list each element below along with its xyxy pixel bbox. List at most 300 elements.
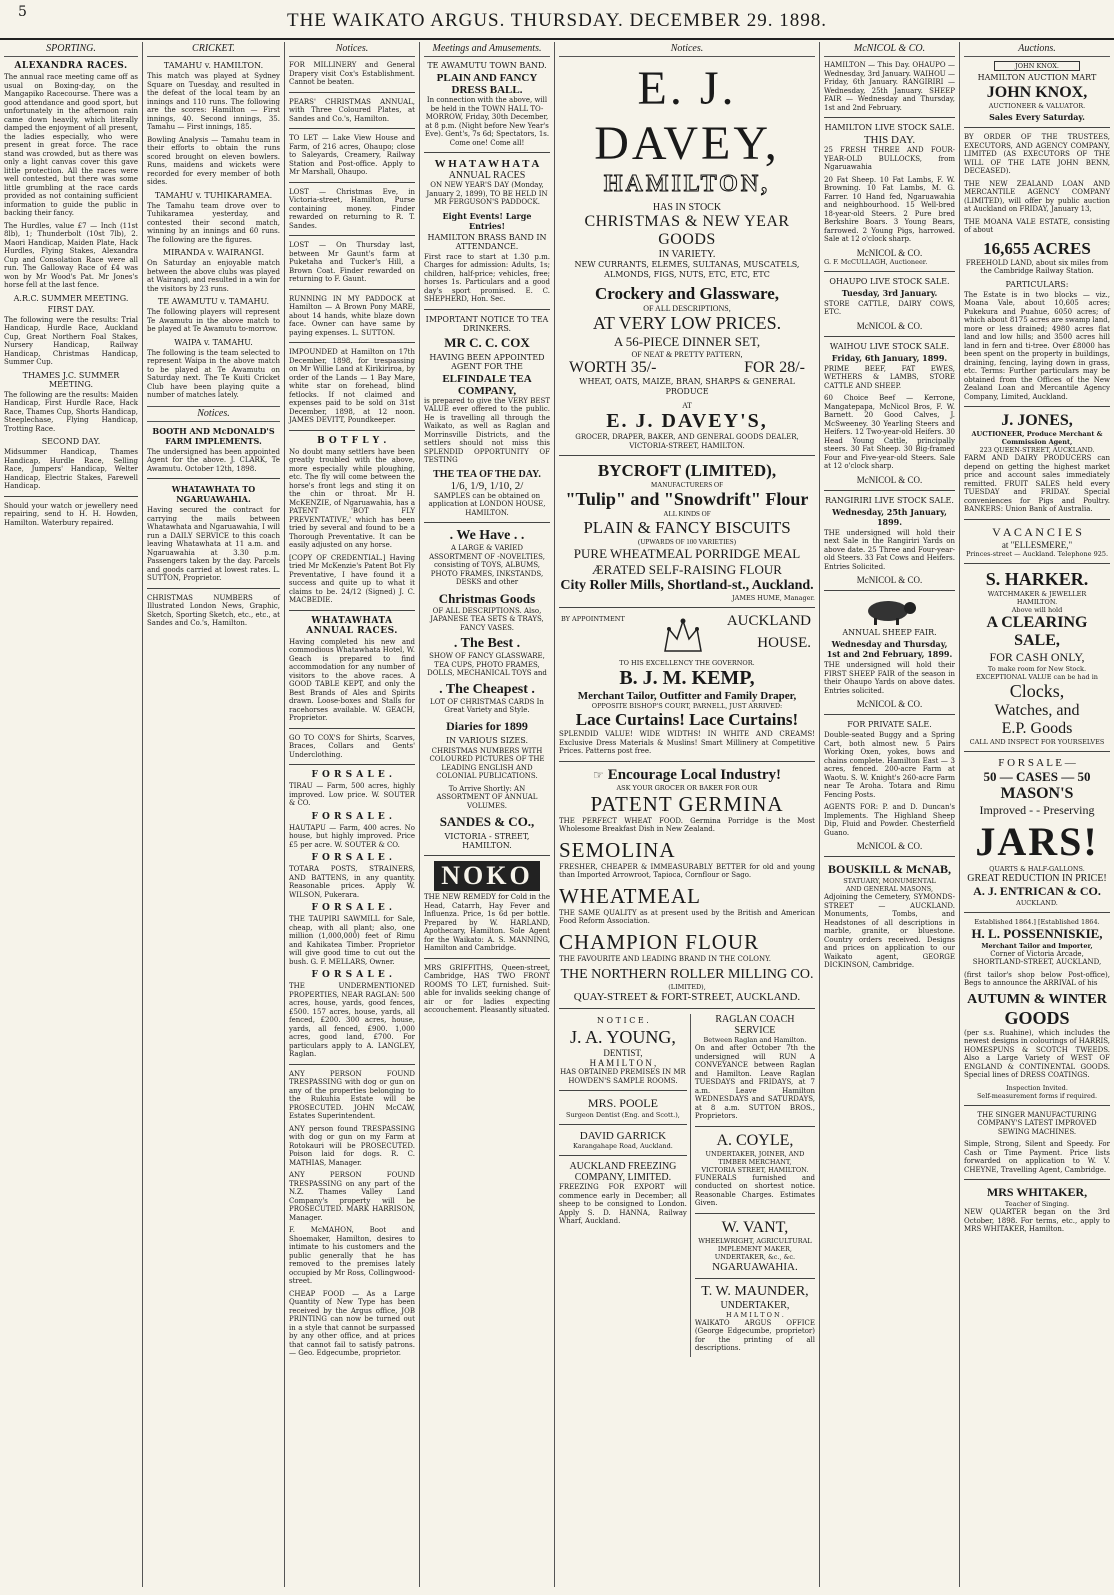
ad-body: WATCHMAKER & JEWELLER xyxy=(987,589,1087,598)
ad-body: CHRISTMAS NUMBERS of Illustrated London News, Graphic, Sketch, Sporting Sketch, etc., etc., at Sandes and Co.'s, Hamilton. xyxy=(147,593,280,627)
article-body: The following were the results: Trial Handicap, Hurdle Race, Auckland Cup, Great Northern Foal Stakes, Nursery Handicap, Railway Handicap, Christmas Handicap, Summer Cup. xyxy=(4,315,138,366)
divider xyxy=(289,289,415,290)
ad-body: H A M I L T O N , xyxy=(589,1058,657,1068)
auctioneer-name: McNICOL & CO. xyxy=(856,474,923,485)
ad-title: PLAIN AND FANCY DRESS BALL. xyxy=(436,72,538,96)
ad-body: AUCTIONEER, Produce Merchant & Commission Agent, xyxy=(971,430,1103,446)
article-body: The following are the results: Maiden Handicap, First Hurdle Race, Hack Race, Thames Cup, Shorts Handicap, Steeplechase, Flying Handicap, Trotting Race. xyxy=(4,390,138,433)
ad-body: THE NEW ZEALAND LOAN AND MERCANTILE AGENCY COMPANY (LIMITED), will offer by public auction at Auckland on FRIDAY, January 13, xyxy=(964,179,1110,213)
ad-body: To make room for New Stock. xyxy=(987,664,1087,673)
ad-name: E. J. DAVEY'S, xyxy=(606,410,768,432)
ad-body: HAS IN STOCK xyxy=(652,202,722,213)
ad-name: BYCROFT (LIMITED), xyxy=(597,461,777,480)
column-notices xyxy=(285,42,420,1587)
article-body: On Saturday an enjoyable match between the above clubs was played at Wairangi, and resulted in a win for the visitors by 23 runs. xyxy=(147,259,280,293)
ad-body: WHEAT, OATS, MAIZE, BRAN, SHARPS & GENERAL PRODUCE xyxy=(579,377,795,396)
ad-title: WHATAWHATA TO NGARUAWAHIA. xyxy=(171,484,256,504)
ad-title: . We Have . . xyxy=(449,528,525,543)
bottom-ads-left xyxy=(559,1014,691,1357)
bottom-ads xyxy=(559,1014,815,1357)
sale-schedule: HAMILTON — This Day. OHAUPO — Wednesday, 3rd January. WAIHOU — Friday, 6th January. RANGIRIRI — Wednesday, 25th January. SHEEP FAIR — Wednesday and Thursday, 1st and 2nd February. xyxy=(824,61,955,112)
ad-name: A. COYLE, xyxy=(716,1131,794,1149)
divider xyxy=(424,958,550,959)
divider xyxy=(964,1105,1110,1106)
auctioneer: G. F. McCULLAGH, Auctioneer. xyxy=(824,257,928,266)
ad-body: SPLENDID VALUE! WIDE WIDTHS! IN WHITE AND CREAMS! Exclusive Dress Materials & Muslins! Smart Millinery at Competitive Prices. Patterns post free. xyxy=(559,730,815,755)
divider xyxy=(289,342,415,343)
notice-body: ANY PERSON FOUND TRESPASSING on any part of the N.Z. Thames Valley Land Company's property will be PROSECUTED. MARK HARRISON, Manager. xyxy=(289,1171,415,1222)
sale-date: THIS DAY. xyxy=(863,134,916,146)
ad-address: Princes-street — Auckland. Telephone 925. xyxy=(965,549,1109,558)
ad-body: MANUFACTURERS OF xyxy=(650,481,724,489)
sheep-icon xyxy=(860,596,920,626)
notice-body: ANY person found TRESPASSING with dog or gun on my Farm at Rotokauri will be PROSECUTED. Poison laid for dogs. R. C. MATHIAS, Manager. xyxy=(289,1124,415,1167)
article-body: The Tamahu team drove over to Tuhikaramea yesterday, and contested their second match, winning by an innings and 60 runs. The following are the figures. xyxy=(147,201,280,244)
ad-body: HAS OBTAINED PREMISES IN MR HOWDEN'S SAMPLE ROOMS. xyxy=(560,1068,686,1085)
divider xyxy=(289,128,415,129)
ad-name: J. A. YOUNG, xyxy=(570,1027,676,1047)
ad-title: W H A T A W H A T A xyxy=(434,158,540,170)
ad-body: THE UNDERMENTIONED PROPERTIES, NEAR RAGLAN: 500 acres, house, yards, good fences, £500. 157 acres, house, yards, all fenced, £200. 300 acres, house, yards, all fenced, £900. 1,000 acres, good land, £700. For particulars apply to A. LANGLEY, Raglan. xyxy=(289,982,415,1058)
sale-title: OHAUPO LIVE STOCK SALE. xyxy=(829,276,950,286)
ad-body: SHOW OF FANCY GLASSWARE, TEA CUPS, PHOTO FRAMES, DOLLS, MECHANICAL TOYS and xyxy=(427,652,547,677)
ad-name: B. J. M. KEMP, xyxy=(619,667,755,689)
ad-title: Encourage Local Industry! xyxy=(607,766,782,783)
ad-title: F O R S A L E . xyxy=(311,903,393,913)
ad-body: (UPWARDS OF 100 VARIETIES) xyxy=(638,538,736,546)
sub-heading: SECOND DAY. xyxy=(41,437,101,446)
ad-highlight: GREAT REDUCTION IN PRICE! xyxy=(967,872,1107,884)
ad-body: HAVING BEEN APPOINTED AGENT FOR THE xyxy=(429,352,545,371)
notice-body: F. McMAHON, Boot and Shoemaker, Hamilton, desires to intimate to his customers and the public generally that he has removed to the premises lately occupied by Mr Ross, Collingwood-street. xyxy=(289,1226,415,1285)
divider xyxy=(824,490,955,491)
kemp-header xyxy=(559,613,815,659)
ad-name: JOHN KNOX, xyxy=(986,84,1088,101)
notice-body: CHEAP FOOD — As a Large Quantity of New Type has been received by the Argus office, JOB PRINTING can now be turned out in a style that cannot be surpassed by any other office, and at prices that cannot fail to satisfy patrons. — Geo. Edgecumbe, proprietor. xyxy=(289,1289,415,1357)
ad-body: The undersigned has been appointed Agent for the above. J. CLARK, Te Awamutu. October 12th, 1898. xyxy=(147,447,280,473)
ad-body: FRESHER, CHEAPER & IMMEASURABLY BETTER for old and young than Imported Arrowroot, Tapioca, Cornflour or Sago. xyxy=(559,862,815,879)
ad-address: City Roller Mills, Shortland-st., Auckland. xyxy=(560,578,814,593)
divider xyxy=(289,764,415,765)
ad-title: IMPORTANT NOTICE TO TEA DRINKERS. xyxy=(425,314,549,333)
ad-name: MRS. POOLE xyxy=(587,1096,658,1110)
sale-title: FOR PRIVATE SALE. xyxy=(847,720,932,729)
divider xyxy=(289,610,415,611)
notice-body: PEARS' CHRISTMAS ANNUAL, with Three Coloured Plates, at Sandes and Co.'s, Hamilton. xyxy=(289,97,415,123)
product-name: WHEATMEAL xyxy=(559,883,701,908)
ad-body: LOT OF CHRISTMAS CARDS In Great Variety and Style. xyxy=(430,697,544,714)
ad-body: (LIMITED), xyxy=(668,983,706,991)
notice-body: ANY PERSON FOUND TRESPASSING with dog or gun on any of the properties belonging to the Rukuhia Estate will be PROSECUTED. JOHN McCAW, Estates Superintendent. xyxy=(289,1069,415,1120)
ad-body: Inspection Invited. xyxy=(1006,1083,1068,1092)
ad-body: FUNERALS furnished and conducted on shortest notice. Reasonable Charges. Estimates Given. xyxy=(694,1173,815,1207)
price-row xyxy=(559,359,815,377)
ad-body: CALL AND INSPECT FOR YOURSELVES xyxy=(969,737,1105,746)
column-mcnicol xyxy=(820,42,960,1587)
ad-body: UNDERTAKER, xyxy=(720,1299,790,1311)
divider xyxy=(559,761,815,762)
column-sporting xyxy=(0,42,143,1587)
ad-address: NGARUAWAHIA. xyxy=(712,1260,798,1273)
ad-body: AUCTIONEER & VALUATOR. xyxy=(988,102,1086,110)
article-title: ALEXANDRA RACES. xyxy=(14,61,128,71)
bottom-ads-right xyxy=(695,1014,815,1357)
ad-body: In connection with the above, will be held in the TOWN HALL TO-MORROW, Friday, 30th December, at 8 p.m. (Night before New Year's Eve). Gent's, 7s 6d; Spectators, 1s. Come one! Come all! xyxy=(424,96,550,147)
ad-body: Surgeon Dentist (Eng. and Scott.), xyxy=(566,1111,680,1119)
ad-body: THE MOANA VALE ESTATE, consisting of about xyxy=(964,217,1110,234)
ad-body: BY ORDER OF THE TRUSTEES, EXECUTORS, AND AGENCY COMPANY, LIMITED (AS EXECUTORS OF THE WILL OF THE LATE JOHN BENN, DECEASED). xyxy=(964,133,1110,175)
sub-heading: TE AWAMUTU v. TAMAHU. xyxy=(157,297,270,306)
product-name: PATENT GERMINA xyxy=(590,791,784,816)
divider xyxy=(964,563,1110,564)
ad-manager: JAMES HUME, Manager. xyxy=(732,594,815,602)
ad-body: THE TAUPIRI SAWMILL for Sale, cheap, with all plant; also, one million (1,000,000) feet of Rimu and Kahikatea Timber. Proprietor will give good time to cut out the bush. G. F. MELLARS, Owner. xyxy=(289,915,415,966)
price-now: FOR 28/- xyxy=(744,359,805,376)
divider xyxy=(559,1155,687,1156)
ad-title: E. J. DAVEY, xyxy=(594,62,780,170)
ad-title: . The Cheapest . xyxy=(439,681,535,697)
encourage-row xyxy=(559,767,815,784)
ad-name: A. J. ENTRICAN & CO. xyxy=(973,883,1101,898)
divider xyxy=(824,271,955,272)
ad-name: J. JONES, xyxy=(1001,412,1073,429)
divider xyxy=(824,590,955,591)
ad-name: AUCKLAND FREEZING COMPANY, LIMITED. xyxy=(569,1161,677,1183)
ad-body: IN VARIOUS SIZES. xyxy=(446,735,528,745)
divider xyxy=(824,856,955,857)
ad-title: AUCKLAND xyxy=(726,613,811,629)
notice-body: FOR MILLINERY and General Drapery visit Cox's Establishment. Cannot be beaten. xyxy=(289,61,415,86)
product-name: CHAMPION FLOUR xyxy=(559,929,760,954)
ad-highlight: Lace Curtains! Lace Curtains! xyxy=(575,710,799,729)
ad-highlight: AT VERY LOW PRICES. xyxy=(592,313,782,333)
ad-body: UNDERTAKER, JOINER, AND TIMBER MERCHANT, xyxy=(705,1149,805,1166)
divider xyxy=(289,92,415,93)
ad-address: VICTORIA - STREET, HAMILTON. xyxy=(444,832,530,850)
ad-title: . The Best . xyxy=(453,636,521,651)
ad-highlight: Crockery and Glassware, xyxy=(594,284,779,303)
sub-heading: FIRST DAY. xyxy=(47,304,95,314)
auctioneer-name: McNICOL & CO. xyxy=(856,575,923,585)
ad-body: AGENTS FOR: P. and D. Duncan's Implements. The Highland Sheep Dip, Fluid and Powder. Chesterfield Guano. xyxy=(824,803,955,837)
ad-highlight: PURE WHEATMEAL PORRIDGE MEAL xyxy=(573,546,801,561)
sale-title: HAMILTON LIVE STOCK SALE. xyxy=(824,123,955,132)
sub-heading: MIRANDA v. WAIRANGI. xyxy=(162,248,265,257)
notice-body: Should your watch or jewellery need repairing, send to H. H. Howden, Hamilton. Waterbury repaired. xyxy=(4,501,138,527)
divider xyxy=(824,336,955,337)
ad-body: EXCEPTIONAL VALUE can be had in xyxy=(976,672,1098,681)
divider xyxy=(964,519,1110,520)
divider xyxy=(559,1008,815,1009)
ad-body: ALL KINDS OF xyxy=(663,510,711,518)
ad-body: Simple, Strong, Silent and Speedy. For Cash or Time Payment. Price lists forwarded on application to W. V. CHEYNE, Travelling Agent, Cambridge. xyxy=(964,1140,1110,1174)
ad-highlight: 16,655 ACRES xyxy=(983,238,1091,258)
sub-heading: TAMAHU v. TUHIKARAMEA. xyxy=(154,190,273,200)
ad-title: F O R S A L E . xyxy=(311,853,393,863)
ad-body: UNDERTAKER, &c., &c. xyxy=(714,1252,796,1261)
article-body: Midsummer Handicap, Thames Handicap, Hurdle Race, Selling Race, Jumpers' Handicap, Welter Handicap, Electric Stakes, Farewell Handicap. xyxy=(4,448,138,490)
article-body: The following players will represent Te Awamutu in the above match to be played at Te Awamutu to-morrow. xyxy=(147,308,280,333)
ad-title: WHATAWHATA ANNUAL RACES. xyxy=(306,615,398,636)
ad-highlight: GOODS xyxy=(1004,1007,1070,1028)
page-mark: 5 xyxy=(18,4,27,20)
sub-heading: A.R.C. SUMMER MEETING. xyxy=(13,293,129,303)
ad-prices: 1/6, 1/9, 1/10, 2/ xyxy=(450,479,524,492)
ad-title: N O T I C E . xyxy=(597,1016,649,1025)
ad-body: Self-measurement forms if required. xyxy=(976,1091,1098,1100)
ad-body: AND GENERAL MASONS, xyxy=(845,885,934,893)
divider xyxy=(424,152,550,153)
ad-highlight: Merchant Tailor, Outfitter and Family Draper, xyxy=(577,690,797,702)
ad-body: OF ALL DESCRIPTIONS. Also, JAPANESE TEA SETS & TRAYS, FANCY VASES. xyxy=(430,606,544,632)
notice-body: TO LET — Lake View House and Farm, of 216 acres, Ohaupo; close to Saleyards, Creamery, Railway Station and Post-office. Apply to Mr Marshall, Ohaupo. xyxy=(289,134,415,176)
ad-body: QUARTS & HALF-GALLONS. xyxy=(989,864,1085,873)
auctioneer-name: McNICOL & CO. xyxy=(856,841,923,851)
ad-highlight: HAMILTON BRASS BAND IN ATTENDANCE. xyxy=(427,232,547,251)
notice-body: IMPOUNDED at Hamilton on 17th December, 1898, for trespassing on Mr Willie Land at Kirikiriroa, by order of the Lands — 1 Bay Mare, white star on forehead, blind fetlocks. If not claimed and expenses paid to be sold on 31st December, 1898, at 12 noon. JAMES DEVITT, Poundkeeper. xyxy=(289,348,415,424)
sale-date: Wednesday and Thursday, 1st and 2nd February, 1899. xyxy=(826,639,953,659)
ad-highlight: ÆRATED SELF-RAISING FLOUR xyxy=(592,562,782,577)
ad-body: Merchant Tailor and Importer, xyxy=(981,941,1093,950)
divider xyxy=(964,751,1110,752)
ad-body: THE FAVOURITE AND LEADING BRAND IN THE COLONY. xyxy=(559,954,772,963)
divider xyxy=(964,406,1110,407)
ad-body: (first tailor's shop below Post-office), Begs to announce the ARRIVAL of his xyxy=(964,970,1110,987)
ad-body: TO HIS EXCELLENCY THE GOVERNOR. xyxy=(619,659,755,667)
ad-body: HAUTAPU — Farm, 400 acres. No house, but highly improved. Price £5 per acre. W. SOUTER & CO. xyxy=(289,823,415,849)
ad-body: First race to start at 1.30 p.m. Charges for admission: Adults, 1s; children, half-price; vehicles, free; horses 1s. Particulars and a good day's sport promised. E. C. SHEPHERD, Hon. Sec. xyxy=(424,252,550,303)
column-heading: Notices. xyxy=(559,42,815,57)
ad-body: is prepared to give the VERY BEST VALUE ever offered to the public. He is travelling all through the Waikato, as well as Raglan and Morrinsville Districts, and the settlers should not miss this SPLENDID OPPORTUNITY OF TESTING xyxy=(424,396,550,464)
noko-logo: NOKO xyxy=(434,861,540,891)
ad-body: To Arrive Shortly: AN ASSORTMENT OF ANNUAL VOLUMES. xyxy=(436,784,538,810)
divider xyxy=(559,1090,687,1091)
divider xyxy=(147,478,280,479)
ad-address: Corner of Victoria Arcade, SHORTLAND-STREET, AUCKLAND, xyxy=(972,949,1102,966)
column-meetings xyxy=(420,42,555,1587)
ad-title: HOUSE. xyxy=(757,635,811,651)
ad-body: A LARGE & VARIED ASSORTMENT OF -NOVELTIES, consisting of TOYS, ALBUMS, PHOTO FRAMES, INKSTANDS, DESKS and other xyxy=(429,544,545,586)
divider xyxy=(289,182,415,183)
divider xyxy=(964,1179,1110,1180)
ad-highlight: A 56-PIECE DINNER SET, xyxy=(613,334,761,349)
sale-title: RANGIRIRI LIVE STOCK SALE. xyxy=(825,495,954,505)
ad-title: V A C A N C I E S xyxy=(992,524,1082,539)
sale-title: ANNUAL SHEEP FAIR. xyxy=(842,628,937,637)
sale-date: Friday, 6th January, 1899. xyxy=(831,352,948,363)
divider xyxy=(147,588,280,589)
ad-body: Having completed his new and commodious Whatawhata Hotel, W. Geach is prepared to find accommodation for any number of visitors to the above races. A GOOD TABLE KEPT, and only the Best Brands of Ales and Spirits drawn. Loose-boxes and Stalls for racehorses available. W. GEACH, Proprietor. xyxy=(289,637,415,722)
ad-body: FARM AND DAIRY PRODUCERS can depend on getting the highest market price and account sales immediately remitted. FRUIT SALES held every TUESDAY and FRIDAY. Special conveniences for Pigs and Poultry. BANKERS: Union Bank of Australia. xyxy=(964,454,1110,513)
ad-body: IN VARIETY. xyxy=(658,249,716,260)
ad-body: TIRAU — Farm, 500 acres, highly improved. Low price. W. SOUTER & CO. xyxy=(289,782,415,807)
ad-highlight: "Tulip" and "Snowdrift" Flour xyxy=(565,489,809,509)
ad-name: ELFINDALE TEA COMPANY, xyxy=(442,372,532,397)
ad-title: F O R S A L E — xyxy=(998,756,1076,769)
ad-body: GROCER, DRAPER, BAKER, AND GENERAL GOODS DEALER, VICTORIA-STREET, HAMILTON. xyxy=(575,433,799,450)
ad-title: F O R S A L E . xyxy=(311,770,393,780)
section-heading: Notices. xyxy=(147,406,280,422)
column-heading: Meetings and Amusements. xyxy=(424,42,550,57)
ad-body: THE PERFECT WHEAT FOOD. Germina Porridge is the Most Wholesome Breakfast Dish in New Zealand. xyxy=(559,816,815,833)
article-body: The annual race meeting came off as usual on Boxing-day, on the Mangapiko Racecourse. There was a good attendance and good sport, but unfortunately in the afternoon rain came down heavily, which literally damped the enjoyment of all present, the ladies especially, who were present in great force. The race stand was crowded, but as there was only a light canvas cover this gave little protection. All the races were well contested, but there was some little grumbling at the race cards provided as not containing sufficient information to guide the public in backing their fancy. xyxy=(4,73,138,217)
ad-name: H. L. POSSENNISKIE, xyxy=(971,925,1103,941)
notice-body: LOST — On Thursday last, between Mr Gaunt's farm at Puketaha and Tucker's Hill, a Brown Coat. Finder rewarded on returning to F. Gaunt. xyxy=(289,241,415,283)
article-title: TAMAHU v. HAMILTON. xyxy=(163,61,264,70)
ad-name: MRS WHITAKER, xyxy=(986,1185,1088,1199)
article-body: The following is the team selected to represent Waipa in the above match to be played at Te Awamutu on Saturday next. The Te Kuiti Cricket Club have been playing quite a number of matches lately. xyxy=(147,348,280,399)
ad-body: PRIME BEEF, FAT EWES, WETHERS & LAMBS, STORE CATTLE AND SHEEP. xyxy=(824,364,955,390)
ad-title: BOOTH AND McDONALD'S FARM IMPLEMENTS. xyxy=(152,425,275,446)
auctioneer-name: McNICOL & CO. xyxy=(856,699,923,709)
ad-body: WHEELWRIGHT, AGRICULTURAL IMPLEMENT MAKER, xyxy=(698,1236,812,1253)
sub-heading: THAMES J.C. SUMMER MEETING. xyxy=(22,370,120,389)
column-heading: Notices. xyxy=(289,42,415,57)
ad-body: Having secured the contract for carrying the mails between Whatawhata and Ngaruawahia, I will run a DAILY SERVICE to this coach leaving Whatawhata at 11 a.m. and Ngaruawahia at 3.30 p.m. Passengers taken by the day. Parcels and goods carried at lowest rates. L. SUTTON, Proprietor. xyxy=(147,506,280,582)
sub-heading: PARTICULARS: xyxy=(1005,279,1069,289)
column-heading: CRICKET. xyxy=(147,42,280,57)
ad-highlight: Eight Events! Large Entries! xyxy=(442,210,532,231)
ad-subtitle: ANNUAL RACES xyxy=(448,170,526,181)
ad-body: AT xyxy=(682,401,692,410)
ad-body: On and after October 7th the undersigned will RUN A CONVEYANCE between Raglan and Hamilton. Leave Raglan TUESDAYS and FRIDAYS, at 7 a.m. Leave Hamilton WEDNESDAYS and SATURDAYS, at 8 a.m. SUTTON BROS., Proprietors. xyxy=(694,1044,815,1120)
ad-highlight: Clocks, xyxy=(1009,680,1065,701)
ad-body: TOTARA POSTS, STRAINERS, AND BATTENS, in any quantity. Reasonable prices. Apply W. WILSON, Pukerara. xyxy=(289,865,415,899)
ad-body: Between Raglan and Hamilton. xyxy=(703,1036,807,1044)
auctioneer-name: McNICOL & CO. xyxy=(856,320,923,331)
ad-address: VICTORIA STREET, HAMILTON. xyxy=(701,1165,809,1174)
ad-body: OF NEAT & PRETTY PATTERN, xyxy=(631,350,743,359)
ad-body: THE undersigned will hold their FIRST SHEEP FAIR of the season in their Ohaupo Yards on above dates. Entries solicited. xyxy=(824,661,955,695)
divider xyxy=(559,455,815,456)
auctioneer-name: McNICOL & CO. xyxy=(856,247,923,258)
ad-highlight: E.P. Goods xyxy=(1001,719,1073,737)
ad-address: Karangahape Road, Auckland. xyxy=(573,1142,673,1150)
ad-title: Christmas Goods xyxy=(438,590,536,606)
ad-body: WAIKATO ARGUS OFFICE (George Edgecumbe, proprietor) for the printing of all descriptions. xyxy=(694,1318,815,1352)
ad-body: MRS GRIFFITHS, Queen-street, Cambridge, HAS TWO FRONT ROOMS TO LET, furnished. Suit-able for invalids seeking change of air or for ladies expecting accouchement. Pleasantly situated. xyxy=(424,963,550,1014)
ad-highlight: CHRISTMAS & NEW YEAR GOODS xyxy=(584,213,790,248)
ad-body: 25 FRESH THREE AND FOUR-YEAR-OLD BULLOCKS, from Ngaruawahia xyxy=(824,146,955,171)
ad-body: FREEHOLD LAND, about six miles from the Cambridge Railway Station. xyxy=(965,258,1109,275)
ad-body: GO TO COX'S for Shirts, Scarves, Braces, Collars and Gents' Underclothing. xyxy=(289,733,415,759)
ad-body: SAMPLES can be obtained on application at LONDON HOUSE, HAMILTON. xyxy=(428,491,546,517)
ad-body: OF ALL DESCRIPTIONS, xyxy=(643,304,731,313)
sale-date: Wednesday, 25th January, 1899. xyxy=(832,506,947,527)
ad-name: DAVID GARRICK xyxy=(579,1130,667,1142)
ad-body: Established 1864.] [Established 1864. xyxy=(974,917,1100,926)
ad-body: Above will hold xyxy=(1011,605,1063,614)
ad-body: 20 Fat Sheep. 10 Fat Lambs, F. W. Browning. 10 Fat Lambs, M. G. Farrer. 10 Hand fed, Ngaruawahia and neighbourhood. 15 Well-bred 18-year-old Steers. 2 Pure bred Berkshire Boars. 3 Young Bears, farrowed. 2 Young Pigs, harrowed. Sale at 12 o'clock sharp. xyxy=(824,175,955,243)
ad-address: HAMILTON. xyxy=(1016,597,1058,606)
ad-venue: TE AWAMUTU TOWN BAND. xyxy=(427,61,547,70)
column-auctions xyxy=(960,42,1114,1587)
ad-body: STATUARY, MONUMENTAL xyxy=(843,877,936,885)
column-heading: Auctions. xyxy=(964,42,1110,57)
ad-title: RAGLAN COACH SERVICE xyxy=(715,1014,795,1036)
ad-name: S. HARKER. xyxy=(985,568,1089,589)
ad-highlight: A CLEARING SALE, xyxy=(986,613,1088,649)
ad-highlight: Watches, and xyxy=(994,701,1080,719)
divider xyxy=(289,235,415,236)
ad-name: W. VANT, xyxy=(721,1218,789,1236)
divider xyxy=(559,607,815,608)
ad-name: T. W. MAUNDER, xyxy=(701,1283,809,1299)
divider xyxy=(424,855,550,856)
article-body: Bowling Analysis — Tamahu team in their efforts to obtain the runs scored brought on eleven bowlers. Runs, maidens and wickets were recorded for every member of both sides. xyxy=(147,135,280,186)
ad-body: DENTIST, xyxy=(603,1048,643,1058)
ad-name: THE NORTHERN ROLLER MILLING CO. xyxy=(560,967,814,982)
ad-name: SANDES & CO., xyxy=(439,814,535,829)
ad-body: at "ELLESMERE," xyxy=(1001,539,1073,550)
divider xyxy=(695,1278,815,1279)
column-cricket xyxy=(143,42,285,1587)
sub-heading: WAIPA v. TAMAHU. xyxy=(174,337,253,347)
pointing-hand-icon: ☞ xyxy=(592,768,604,782)
ad-body: FREEZING FOR EXPORT will commence early in December; all sheep to be consigned to London. Apply S. D. HANNA, Railway Wharf, Auckland. xyxy=(559,1183,687,1225)
ad-body: No doubt many settlers have been greatly troubled with the above, more especially while ploughing, etc. The fly will come between the horse's front legs and sting it on the chin or throat. Mr H. McKENZIE, of Ngaruawahia, has a PATENT 'BOT FLY PREVENTATIVE,' which has been tried by several and found to be a Thorough Preventative. It can be easily adjusted on any horse. xyxy=(289,447,415,549)
ad-body: THE SAME QUALITY as at present used by the British and American Food Reform Association. xyxy=(559,908,815,925)
ad-address: 223 QUEEN-STREET, AUCKLAND. xyxy=(979,446,1095,454)
ad-title: B O T F L Y . xyxy=(317,435,387,446)
ad-name: MR C. C. COX xyxy=(444,334,530,350)
divider xyxy=(289,430,415,431)
divider xyxy=(964,127,1110,128)
ad-body: NEW QUARTER began on the 3rd October, 1898. For terms, etc., apply to MRS WHITAKER, Hamilton. xyxy=(964,1208,1110,1233)
ad-body: (per s.s. Ruahine), which includes the newest designs in colourings of HARRIS, HOMESPUNS & SCOTCH TWEEDS. Also a Large Variety of WEST OF ENGLAND & CONTINENTAL GOODS. Special lines of DRESS COATINGS. xyxy=(964,1028,1110,1079)
ad-highlight: THE TEA OF THE DAY. xyxy=(433,468,541,480)
ad-address: H A M I L T O N . xyxy=(726,1310,784,1319)
column-heading: SPORTING. xyxy=(4,42,138,57)
ad-body: ASK YOUR GROCER OR BAKER FOR OUR xyxy=(616,783,758,792)
newspaper-title: THE WAIKATO ARGUS. THURSDAY. DECEMBER 29. 1898. xyxy=(286,10,827,31)
masthead xyxy=(0,0,1114,40)
ad-address: QUAY-STREET & FORT-STREET, AUCKLAND. xyxy=(573,991,801,1003)
ad-body: 60 Choice Beef — Kerrone, Mangatepapa, McNicol Bros, F. W. Barnett. 20 Good Calves, J. McSweeney. 30 Yearling Steers and Heifers. 12 Two-year-old Heifers. 30 Head Young Cattle, principally steers. 30 Fat Sheep. 30 Big-framed Four and Five-year-old Steers. Sale at 12 o'clock sharp. xyxy=(824,394,955,470)
ad-title: F O R S A L E . xyxy=(311,970,393,980)
product-name: SEMOLINA xyxy=(559,837,676,862)
ad-highlight: JARS! xyxy=(975,818,1099,864)
column-davey xyxy=(555,42,820,1587)
ad-body: The Estate is in two blocks — viz., Moana Vale, about 10,605 acres; Pukekura and Puahue, 6050 acres; of which about 8175 acres are swamp land, more or less drained; 4980 acres flat land and low hills; and 3500 acres hill land in fern and ti-tree. Over £8000 has been spent on the property in buildings, draining, fencing, laying down in grass, etc. Terms: Further particulars may be obtained from the Offices of the New Zealand Loan and Mercantile Agency Company, Limited, Auckland. xyxy=(964,290,1110,401)
divider xyxy=(964,912,1110,913)
article-body: This match was played at Sydney Square on Tuesday, and resulted in the defeat of the local team by an innings and 110 runs. The following are the scores: Hamilton — First innings, 40. Second innings, 35. Tamahu — First innings, 185. xyxy=(147,72,280,131)
ad-body: ON NEW YEAR'S DAY (Monday, January 2, 1899), TO BE HELD IN MR FERGUSON'S PADDOCK. xyxy=(426,181,548,206)
notice-body: RUNNING IN MY PADDOCK at Hamilton — A Brown Pony MARE, about 14 hands, white blaze down face. Owner can have same by paying expenses. L. SUTTON. xyxy=(289,294,415,337)
ad-address: AUCKLAND. xyxy=(1016,898,1058,907)
divider xyxy=(4,496,138,497)
ad-body: Adjoining the Cemetery, SYMONDS-STREET — AUCKLAND. Monuments, Tombs, and Headstones of all descriptions in marble, granite, or bluestone. Country orders received. Designs and prices on application to our Waikato agent, GEORGE DICKINSON, Cambridge. xyxy=(824,893,955,969)
sale-title: WAIHOU LIVE STOCK SALE. xyxy=(829,341,950,351)
notice-body: LOST — Christmas Eve, in Victoria-street, Hamilton, Purse containing money. Finder rewarded on returning to R. T. Sandes. xyxy=(289,187,415,230)
ad-title: F O R S A L E . xyxy=(311,811,393,822)
column-heading: McNICOL & CO. xyxy=(824,42,955,57)
ad-highlight: 50 — CASES — 50 xyxy=(983,768,1091,784)
ad-address: OPPOSITE BISHOP'S COURT, PARNELL, JUST ARRIVED: xyxy=(591,702,783,710)
ad-body: Double-seated Buggy and a Spring Cart, both almost new. 5 Pairs Working Oxen, yokes, bows and chains complete. Hamilton East — 3 acres, fenced. 200-acre Farm at Waotu. S. W. Knight's 260-acre Farm near Te Aroha. Totara and Rimu Fencing Posts. xyxy=(824,731,955,799)
divider xyxy=(559,1124,687,1125)
ad-title: Diaries for 1899 xyxy=(446,718,528,733)
ad-highlight: Improved - - Preserving xyxy=(979,802,1095,817)
article-body: The Hurdles, value £7 — Inch (11st 8lb), 1; Thunderbolt (10st 7lb), 2. Maori Handicap, Maiden Plate, Hack Hurdles, Flying Stakes, Alexandra Cup and Consolation Race were all run. The Galloway Race of £4 was won by Mr Wood's Pat. Mr Jones's horse fell at the last fence. xyxy=(4,221,138,289)
price-was: WORTH 35/- xyxy=(569,359,657,376)
ad-town: HAMILTON, xyxy=(603,171,771,197)
ad-highlight: AUTUMN & WINTER xyxy=(967,991,1107,1007)
divider xyxy=(695,1126,815,1127)
divider xyxy=(424,309,550,310)
divider xyxy=(289,1064,415,1065)
ad-body: NEW CURRANTS, ELEMES, SULTANAS, MUSCATELS, ALMONDS, FIGS, NUTS, ETC, ETC, ETC xyxy=(574,260,800,279)
